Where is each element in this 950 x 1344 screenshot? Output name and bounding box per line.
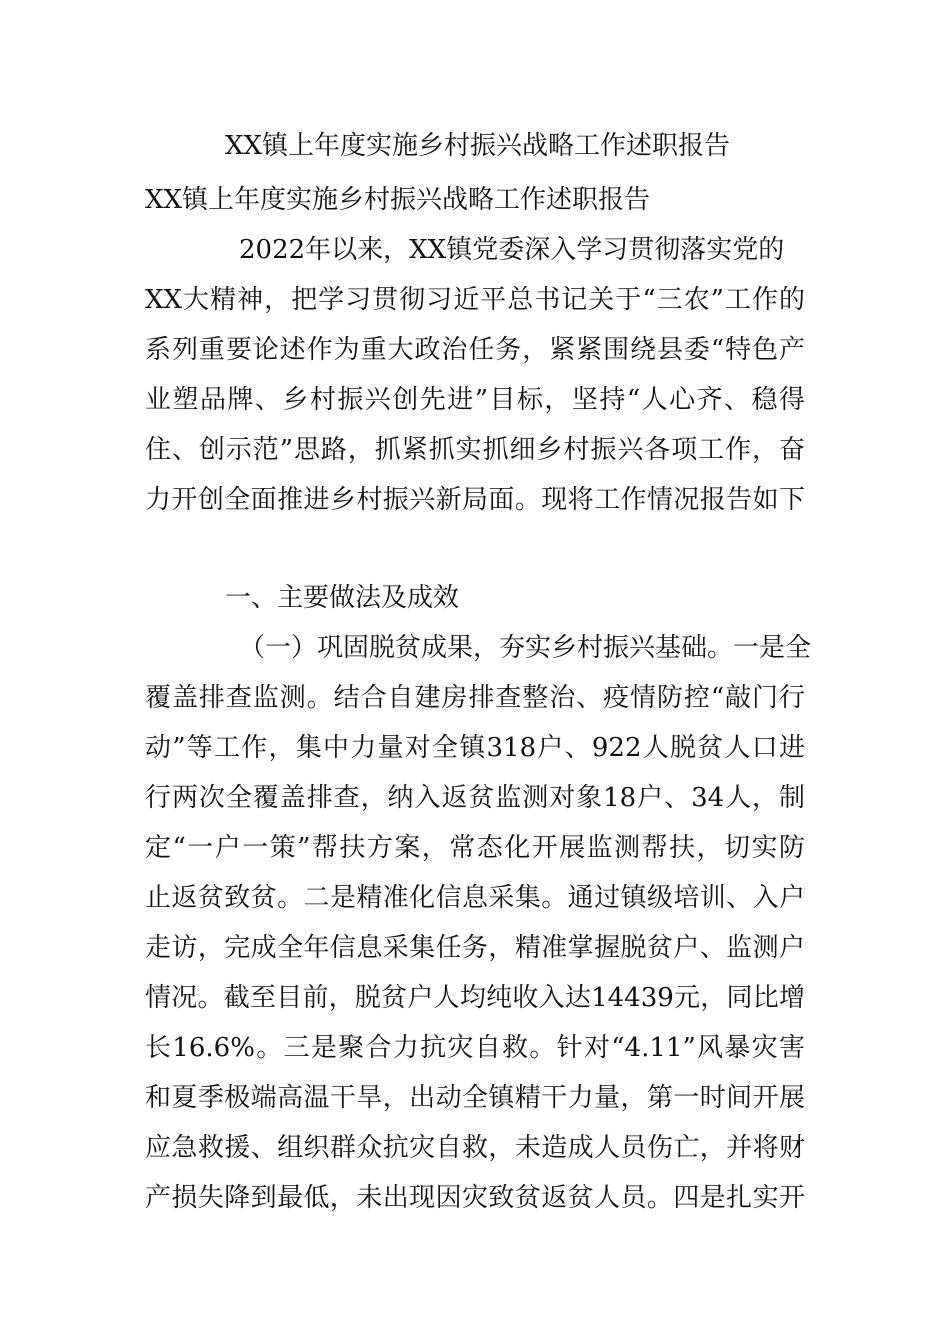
body-line: 和夏季极端高温干旱，出动全镇精干力量，第一时间开展 <box>145 1083 805 1113</box>
document-title: XX镇上年度实施乡村振兴战略工作述职报告 <box>225 131 731 161</box>
body-line: 情况。截至目前，脱贫户人均纯收入达14439元，同比增 <box>145 983 805 1013</box>
body-line: 长16.6%。三是聚合力抗灾自救。针对“4.11”风暴灾害 <box>145 1033 805 1063</box>
body-line: 行两次全覆盖排查，纳入返贫监测对象18户、34人，制 <box>145 783 805 813</box>
body-line: （一）巩固脱贫成果，夯实乡村振兴基础。一是全 <box>239 633 812 663</box>
section-heading: 一、主要做法及成效 <box>225 583 460 613</box>
body-line: 定“一户一策”帮扶方案，常态化开展监测帮扶，切实防 <box>145 833 805 863</box>
document-subtitle: XX镇上年度实施乡村振兴战略工作述职报告 <box>145 185 651 215</box>
body-line: 覆盖排查监测。结合自建房排查整治、疫情防控“敲门行 <box>145 683 805 713</box>
intro-line: 住、创示范”思路，抓紧抓实抓细乡村振兴各项工作，奋 <box>145 435 805 465</box>
intro-line: 系列重要论述作为重大政治任务，紧紧围绕县委“特色产 <box>145 335 805 365</box>
body-line: 应急救援、组织群众抗灾自救，未造成人员伤亡，并将财 <box>145 1133 805 1163</box>
intro-line: 业塑品牌、乡村振兴创先进”目标，坚持“人心齐、稳得 <box>145 385 805 415</box>
body-line: 产损失降到最低，未出现因灾致贫返贫人员。四是扎实开 <box>145 1183 805 1213</box>
body-line: 走访，完成全年信息采集任务，精准掌握脱贫户、监测户 <box>145 933 805 963</box>
intro-line: XX大精神，把学习贯彻习近平总书记关于“三农”工作的 <box>145 285 805 315</box>
intro-line: 2022年以来，XX镇党委深入学习贯彻落实党的 <box>239 235 785 265</box>
intro-line: 力开创全面推进乡村振兴新局面。现将工作情况报告如下 <box>145 485 805 515</box>
body-line: 动”等工作，集中力量对全镇318户、922人脱贫人口进 <box>145 733 805 763</box>
body-line: 止返贫致贫。二是精准化信息采集。通过镇级培训、入户 <box>145 883 805 913</box>
